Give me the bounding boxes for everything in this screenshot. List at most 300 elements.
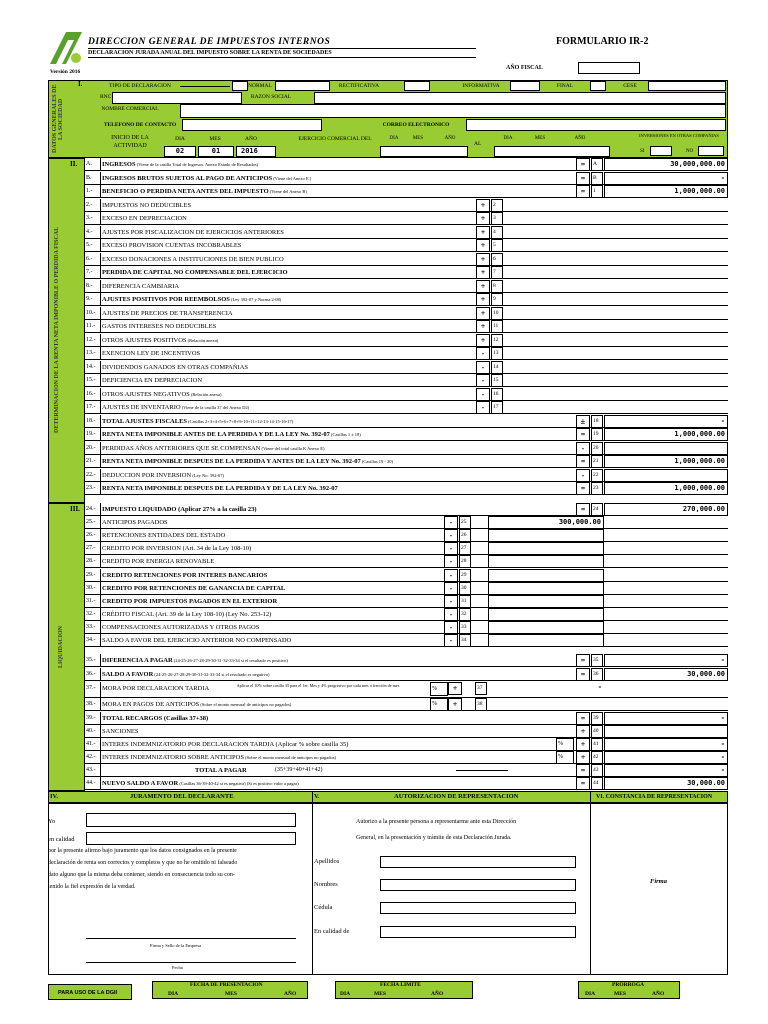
row-label: RENTA NETA IMPONIBLE DESPUES DE LA PERDIDA Y DE LA LEY No. 392-07	[102, 485, 338, 492]
box-number-5: 5	[491, 239, 503, 252]
final-checkbox[interactable]	[590, 81, 606, 91]
ej-dia-label: DIA	[389, 136, 399, 141]
row-note: (Viene del Anexo B)	[268, 189, 307, 194]
box-number-2: 2	[491, 199, 503, 212]
form-row	[85, 226, 728, 239]
row-note: (Viene del Anexo E )	[272, 175, 312, 181]
value-field-19[interactable]: 1,000,000.00	[604, 428, 728, 441]
row-number: 42.-	[85, 751, 101, 764]
mora-note: Aplicar el 10% sobre casilla 35 para el 1er. Mes y 4% progresivo por cada mes o fracción de mes	[236, 683, 400, 688]
ej2-mes-label: MES	[534, 136, 546, 141]
row-note: (Viene de la casilla 37 del Anexo D2)	[180, 405, 250, 410]
value-field-35[interactable]: -	[604, 654, 728, 667]
operator-25: -	[444, 516, 458, 529]
operator-11: +	[476, 320, 490, 333]
row-number: 20.-	[85, 442, 101, 455]
operator-43: =	[576, 764, 590, 777]
form-row	[85, 199, 728, 212]
box-number-27: 27	[459, 542, 471, 555]
row-description	[102, 751, 336, 764]
row-label: INTERES INDEMNIZATORIO SOBRE ANTICIPOS	[102, 754, 244, 761]
cedula-input[interactable]	[380, 902, 576, 914]
operator-27: -	[444, 542, 458, 555]
value-field-33[interactable]	[488, 621, 604, 634]
box-number-25: 25	[459, 516, 471, 529]
row-description	[102, 401, 249, 414]
value-field-39[interactable]: -	[604, 712, 728, 725]
box-number-40: 40	[591, 725, 603, 738]
operator-5: +	[476, 239, 490, 252]
form-row	[85, 320, 728, 333]
row-description	[102, 712, 208, 725]
operator-6: +	[476, 253, 490, 266]
row-description	[102, 226, 284, 239]
firma-sello-label: Firma y Sello de la Empresa	[150, 943, 202, 948]
form-row	[85, 361, 728, 374]
row-description	[102, 185, 307, 198]
operator-21: =	[576, 455, 590, 468]
box-number-28: 28	[459, 555, 471, 568]
normal-checkbox[interactable]	[275, 81, 330, 91]
autorizacion-text2: General, en la presentación y trámite de esta Declaración Jurada.	[356, 835, 512, 841]
juramento-text2: declaración de renta son correctos y completos y que no he omitido ni falseado	[48, 860, 238, 866]
box-number-15: 15	[491, 374, 503, 387]
row-label: IMPUESTOS NO DEDUCIBLES	[102, 201, 192, 209]
value-field-26[interactable]	[488, 529, 604, 542]
box-number-19: 19	[591, 428, 603, 441]
operator-1: =	[576, 185, 590, 198]
section4-num: IV.	[50, 793, 59, 800]
box-number-38: 38	[475, 698, 487, 711]
pct-field[interactable]: %	[430, 698, 448, 711]
row-label: CREDITO POR INVERSION (Art. 34 de la Ley 108-10)	[102, 545, 252, 553]
form-row	[85, 595, 728, 608]
value-field-40[interactable]	[604, 725, 728, 738]
fecha-label: Fecha	[172, 965, 183, 970]
rectificativa-checkbox[interactable]	[404, 81, 430, 91]
form-subtitle: DECLARACION JURADA ANUAL DEL IMPUESTO SOBRE LA RENTA DE SOCIEDADES	[88, 50, 332, 56]
row-number: 19.-	[85, 428, 101, 441]
form-row	[85, 307, 728, 320]
row-label: TOTAL A PAGAR	[195, 767, 247, 774]
cese-label: CESE	[620, 81, 640, 91]
value-field-25[interactable]: 300,000.00	[488, 516, 604, 529]
pr-mes: MES	[614, 991, 626, 997]
juramento-text1: por la presente afirmo bajo juramento que los datos consignados en la presente	[48, 848, 237, 854]
form-row	[85, 239, 728, 252]
operator-42: +	[576, 751, 590, 764]
box-number-20: 20	[591, 442, 603, 455]
row-description	[102, 725, 138, 738]
section5-title: AUTORIZACION DE REPRESENTACION	[394, 793, 519, 800]
calidad-input[interactable]	[86, 832, 296, 845]
box-number-26: 26	[459, 529, 471, 542]
row-number: 9.-	[85, 293, 101, 306]
inicio-dia-label: DIA	[175, 136, 185, 142]
form-row	[85, 555, 728, 568]
section5-num: V.	[314, 793, 320, 800]
form-row	[85, 374, 728, 387]
value-field-18[interactable]: -	[604, 415, 728, 428]
row-label: CREDITO POR IMPUESTOS PAGADOS EN EL EXTERIOR	[102, 597, 278, 605]
row-label: CREDITO POR ENERGIA RENOVABLE	[102, 558, 215, 566]
si-checkbox[interactable]	[650, 146, 672, 156]
box-number-3: 3	[491, 212, 503, 225]
row-number: 14.-	[85, 361, 101, 374]
rnc-input[interactable]	[112, 92, 242, 104]
row-number: 28.-	[85, 555, 101, 568]
apellidos-input[interactable]	[380, 856, 576, 868]
row-number: 41.-	[85, 738, 101, 751]
form-row	[85, 334, 728, 347]
row-label: DEFICIENCIA EN DEPRECIACION	[102, 377, 203, 384]
fiscal-year-label: AÑO FISCAL	[506, 65, 543, 71]
row-description	[102, 503, 257, 516]
row-description	[102, 668, 270, 681]
operator-3: +	[476, 212, 490, 225]
box-number-A: A	[591, 158, 603, 171]
box-number-44: 44	[591, 777, 603, 790]
row-description	[102, 415, 293, 428]
row-number: 32.-	[85, 608, 101, 621]
value-field-22[interactable]	[604, 469, 728, 482]
razon-input[interactable]	[314, 92, 726, 104]
row-number: 38.-	[85, 698, 101, 711]
row-description	[102, 555, 214, 568]
row-description	[102, 442, 324, 455]
cese-checkbox[interactable]	[648, 81, 726, 91]
value-field-34[interactable]	[488, 634, 604, 647]
calidad-label: en calidad	[48, 836, 75, 843]
box-number-17: 17	[491, 401, 503, 414]
nombre-comercial-input[interactable]	[180, 104, 726, 118]
value-field-43[interactable]: -	[604, 764, 728, 777]
value-field-28[interactable]	[488, 555, 604, 568]
row-number: B.	[85, 172, 101, 185]
row-description	[102, 307, 233, 320]
form-row	[85, 682, 728, 698]
row-description	[102, 482, 338, 495]
box-number-13: 13	[491, 347, 503, 360]
row-description	[102, 529, 225, 542]
box-number-7: 7	[491, 266, 503, 279]
row-description	[102, 634, 291, 647]
firma-label: Firma	[650, 878, 667, 885]
section1-num: I.	[78, 80, 83, 88]
row-number: 12.-	[85, 334, 101, 347]
arrow-icon	[456, 770, 508, 771]
nombres-input[interactable]	[380, 879, 576, 891]
value-field-27[interactable]	[488, 542, 604, 555]
section4-title: JURAMENTO DEL DECLARANTE	[130, 793, 234, 800]
row-label: OTROS AJUSTES POSITIVOS	[102, 336, 187, 344]
section2-num: II.	[70, 160, 78, 168]
row-description	[102, 595, 277, 608]
box-number-22: 22	[591, 469, 603, 482]
row-description	[102, 608, 271, 621]
box-number-9: 9	[491, 293, 503, 306]
autorizacion-text1: Autorizo a la presente persona a representarme ante esta Dirección	[356, 819, 517, 825]
yo-label: Yo	[48, 818, 56, 825]
ejercicio-label: EJERCICIO COMERCIAL DEL	[298, 136, 372, 142]
dgii-logo	[48, 30, 84, 66]
row-description	[102, 582, 285, 595]
row-number: A.	[85, 158, 101, 171]
row-label: EXENCION LEY DE INCENTIVOS	[102, 350, 201, 357]
value-field-44[interactable]: 30,000.00	[604, 777, 728, 790]
form-row	[85, 347, 728, 360]
inversiones-label: INVERSIONES EN OTRAS COMPAÑIAS	[639, 133, 719, 138]
row-number: 6.-	[85, 253, 101, 266]
pct-field[interactable]: %	[556, 738, 574, 751]
operator-28: -	[444, 555, 458, 568]
en-calidad-input[interactable]	[380, 926, 576, 938]
row-label: EXCESO PROVISION CUENTAS INCOBRABLES	[102, 242, 242, 249]
section3-vertical: LIQUIDACION	[58, 626, 64, 669]
form-row	[85, 542, 728, 555]
row-description	[102, 469, 224, 482]
row-description	[102, 239, 241, 252]
telefono-input[interactable]	[182, 119, 322, 131]
form-row	[85, 401, 728, 414]
value-field-A[interactable]: 30,000,000.00	[604, 158, 728, 171]
operator-35: =	[576, 654, 590, 667]
row-description	[102, 388, 222, 401]
fp-ano: AÑO	[284, 991, 297, 997]
value-field-20[interactable]	[604, 442, 728, 455]
no-checkbox[interactable]	[698, 146, 724, 156]
row-description	[102, 654, 288, 667]
row-label: NUEVO SALDO A FAVOR	[102, 780, 179, 787]
operator-17: -	[476, 401, 490, 414]
section6-title: VI. CONSTANCIA DE REPRESENTACION	[596, 794, 713, 800]
operator-23: =	[576, 482, 590, 495]
row-note: (Sobre el monto mensual de anticipos no pagados)	[243, 755, 336, 760]
value-field-37[interactable]: -	[597, 683, 602, 691]
row-label: SALDO A FAVOR DEL EJERCICIO ANTERIOR NO COMPENSADO	[102, 637, 292, 644]
box-number-42: 42	[591, 751, 603, 764]
inicio-ano-input[interactable]: 2016	[236, 146, 276, 157]
value-field-24[interactable]: 270,000.00	[604, 503, 728, 516]
box-number-4: 4	[491, 226, 503, 239]
row-label: RETENCIONES ENTIDADES DEL ESTADO	[102, 532, 226, 540]
box-number-8: 8	[491, 280, 503, 293]
row-description	[102, 172, 311, 185]
rectificativa-label: RECTIFICATIVA	[334, 81, 384, 91]
no-label: NO	[686, 149, 694, 154]
yo-input[interactable]	[86, 813, 296, 827]
row-number: 40.-	[85, 725, 101, 738]
row-description	[102, 516, 168, 529]
box-number-29: 29	[459, 569, 471, 582]
operator-13: -	[476, 347, 490, 360]
pr-dia: DIA	[585, 991, 596, 997]
operator-33: -	[444, 621, 458, 634]
row-label: PERDIDAS AÑOS ANTERIORES QUE SE COMPENSAN	[102, 444, 261, 452]
rnc-label: RNC	[100, 94, 112, 100]
operator-B: =	[576, 172, 590, 185]
value-field-21[interactable]: 1,000,000.00	[604, 455, 728, 468]
form-row	[85, 388, 728, 401]
row-number: 10.-	[85, 307, 101, 320]
row-number: 34.-	[85, 634, 101, 647]
row-label: OTROS AJUSTES NEGATIVOS	[102, 390, 190, 398]
operator-40: +	[576, 725, 590, 738]
row-note: (Ley 392-07 y Norma 2-08)	[229, 297, 282, 302]
row-description	[102, 158, 258, 171]
fl-mes: MES	[374, 991, 386, 997]
form-row	[85, 608, 728, 621]
pct-field[interactable]: %	[430, 682, 448, 696]
row-number: 33.-	[85, 621, 101, 634]
pct-field[interactable]: %	[556, 751, 574, 764]
row-number: 13.-	[85, 347, 101, 360]
row-description	[102, 455, 393, 468]
row-number: 31.-	[85, 595, 101, 608]
correo-label: CORREO ELECTRONICO	[376, 120, 456, 130]
form-row	[85, 529, 728, 542]
operator-32: -	[444, 608, 458, 621]
row-label: INGRESOS BRUTOS SUJETOS AL PAGO DE ANTICIPOS	[102, 174, 273, 182]
final-label: FINAL	[550, 81, 580, 91]
fiscal-year-input[interactable]	[578, 62, 640, 74]
value-field-32[interactable]	[488, 608, 604, 621]
row-label: EXCESO EN DEPRECIACION	[102, 215, 187, 222]
tipo-label: TIPO DE DECLARACION	[100, 81, 180, 91]
telefono-label: TELEFONO DE CONTACTO	[100, 120, 180, 130]
operator-15: -	[476, 374, 490, 387]
row-number: 29.-	[85, 569, 101, 582]
en-calidad-label: En calidad de	[314, 928, 350, 935]
box-number-10: 10	[491, 307, 503, 320]
row-label: BENEFICIO O PERDIDA NETA ANTES DEL IMPUESTO	[102, 188, 269, 195]
informativa-checkbox[interactable]	[510, 81, 540, 91]
row-label: AJUSTES POR FISCALIZACION DE EJERCICIOS ANTERIORES	[102, 228, 284, 236]
row-description	[102, 347, 200, 360]
row-description	[102, 266, 288, 279]
row-label: PERDIDA DE CAPITAL NO COMPENSABLE DEL EJERCICIO	[102, 269, 288, 276]
box-number-14: 14	[491, 361, 503, 374]
row-number: 5.-	[85, 239, 101, 252]
operator-18: ±	[576, 415, 590, 428]
row-number: 2.-	[85, 199, 101, 212]
row-label: INGRESOS	[102, 161, 136, 168]
form-row	[85, 569, 728, 582]
value-field-B[interactable]: -	[604, 172, 728, 185]
operator-10: +	[476, 307, 490, 320]
row-label: AJUSTES POSITIVOS POR REEMBOLSOS	[102, 296, 230, 303]
fecha-presentacion-label: FECHA DE PRESENTACION	[190, 982, 263, 988]
ej-desde-input[interactable]	[380, 146, 468, 157]
inicio-dia-input[interactable]: 02	[164, 146, 196, 157]
operator-20: -	[576, 442, 590, 455]
uso-dgii-label: PARA USO DE LA DGII	[58, 990, 118, 996]
row-description	[102, 428, 361, 441]
row-description	[102, 569, 267, 582]
operator-41: +	[576, 738, 590, 751]
operator-4: +	[476, 226, 490, 239]
row-description	[102, 542, 251, 555]
box-number-31: 31	[459, 595, 471, 608]
org-title: DIRECCION GENERAL DE IMPUESTOS INTERNOS	[88, 37, 331, 47]
row-label: IMPUESTO LIQUIDADO (Aplicar 27% a la casilla 23)	[102, 506, 257, 513]
row-label: RENTA NETA IMPONIBLE ANTES DE LA PERDIDA Y DE LA LEY No. 392-07	[102, 431, 330, 438]
row-label: SALDO A FAVOR	[102, 670, 154, 678]
nombre-comercial-label: NOMBRE COMERCIAL	[101, 106, 159, 112]
row-number: 43.-	[85, 764, 101, 777]
value-field-41[interactable]: -	[604, 738, 728, 751]
ej-mes-label: MES	[412, 136, 424, 141]
row-description	[102, 280, 179, 293]
row-label: EXCESO DONACIONES A INSTITUCIONES DE BIEN PUBLICO	[102, 255, 284, 263]
row-description	[102, 334, 218, 347]
row-note: (Viene del total casilla K Anexo E)	[260, 445, 325, 451]
inicio-actividad-label: INICIO DE LA ACTIVIDAD	[111, 135, 149, 149]
row-number: 18.-	[85, 415, 101, 428]
pr-ano: AÑO	[652, 991, 665, 997]
row-number: 7.-	[85, 266, 101, 279]
row-number: 26.-	[85, 529, 101, 542]
row-label: AJUSTES DE PRECIOS DE TRANSFERENCIA	[102, 309, 233, 317]
row-label: CRÉDITO FISCAL (Art. 39 de la Ley 108-10) (Ley No. 253-12)	[102, 610, 272, 618]
row-description	[102, 253, 284, 266]
row-description	[102, 374, 202, 387]
normal-label: NORMAL	[248, 83, 272, 89]
ej-hasta-input[interactable]	[494, 146, 610, 157]
box-number-11: 11	[491, 320, 503, 333]
inicio-mes-input[interactable]: 01	[198, 146, 234, 157]
row-description	[102, 320, 216, 333]
box-number-B: B	[591, 172, 603, 185]
form-row	[85, 621, 728, 634]
operator-24: =	[576, 503, 590, 516]
value-field-1[interactable]: 1,000,000.00	[604, 185, 728, 198]
row-label: TOTAL AJUSTES FISCALES	[102, 417, 188, 425]
operator-8: +	[476, 280, 490, 293]
box-number-35: 35	[591, 654, 603, 667]
row-label: CREDITO POR RETENCIONES DE GANANCIA DE CAPITAL	[102, 584, 286, 592]
value-field-29[interactable]	[488, 569, 604, 582]
row-number: 4.-	[85, 226, 101, 239]
row-description	[102, 293, 281, 306]
form-row	[85, 212, 728, 225]
row-number: 39.-	[85, 712, 101, 725]
box-number-23: 23	[591, 482, 603, 495]
fp-mes: MES	[225, 991, 237, 997]
form-row	[85, 634, 728, 647]
value-field-23[interactable]: 1,000,000.00	[604, 482, 728, 495]
value-field-31[interactable]	[488, 595, 604, 608]
correo-input[interactable]	[466, 119, 726, 131]
value-field-42[interactable]: -	[604, 751, 728, 764]
al-label: AL	[474, 141, 482, 147]
row-number: 3.-	[85, 212, 101, 225]
operator-12: +	[476, 334, 490, 347]
value-field-30[interactable]	[488, 582, 604, 595]
fp-dia: DIA	[168, 991, 179, 997]
box-number-16: 16	[491, 388, 503, 401]
fecha-limite-label: FECHA LIMITE	[380, 982, 421, 988]
section3-num: III.	[70, 505, 80, 513]
form-row	[85, 266, 728, 279]
value-field-36[interactable]: 30,000.00	[604, 668, 728, 681]
form-row	[85, 516, 728, 529]
row-note: (35+39+40+41+42)	[275, 767, 323, 773]
operator-39: =	[576, 712, 590, 725]
box-number-34: 34	[459, 634, 471, 647]
row-number: 30.-	[85, 582, 101, 595]
row-label: MORA EN PAGOS DE ANTICIPOS	[102, 701, 200, 708]
